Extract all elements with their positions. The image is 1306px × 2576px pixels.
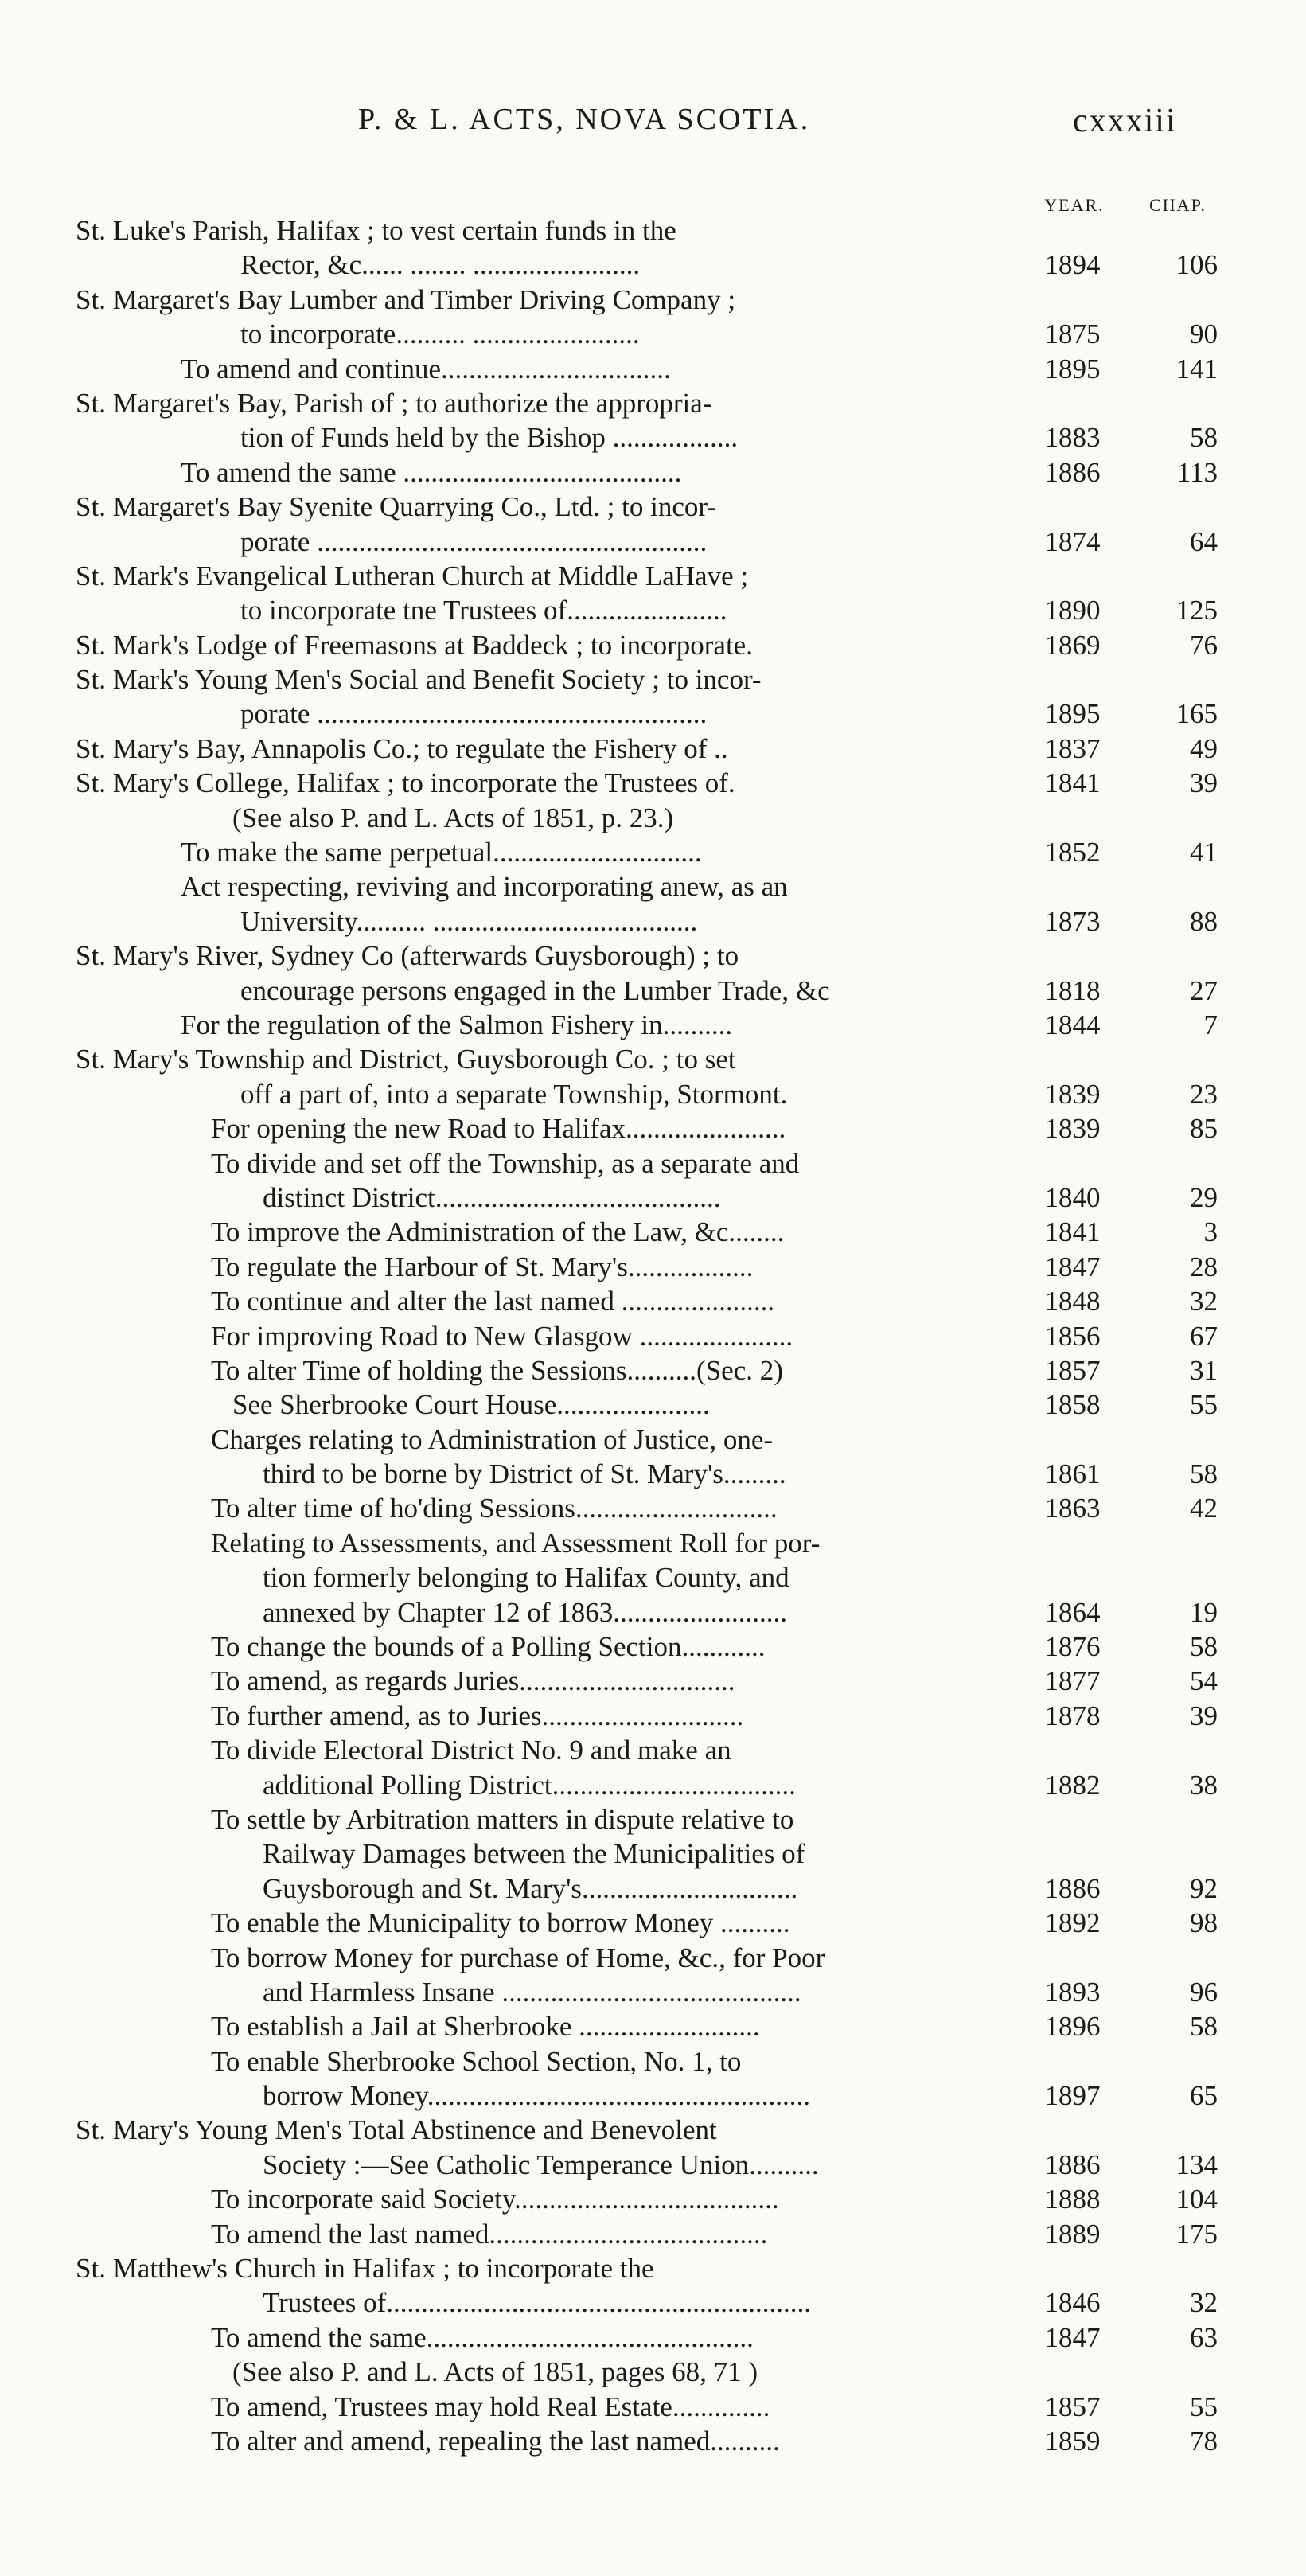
entry-year: 1858 [1044,1389,1101,1421]
entry-text: To make the same perpetual.............................. [181,837,702,868]
entry-chapter: 19 [1190,1596,1218,1628]
entry-text: St. Mary's Young Men's Total Abstinence and Benevolent [76,2114,717,2146]
index-entry [0,1630,1306,1664]
entry-chapter: 175 [1175,2218,1218,2250]
entry-text: Railway Damages between the Municipalities of [263,1838,805,1870]
entry-text: To alter Time of holding the Sessions..........(Sec. 2) [211,1354,783,1386]
entry-year: 1897 [1044,2080,1101,2112]
entry-text: Guysborough and St. Mary's............................... [263,1872,798,1904]
entry-chapter: 3 [1203,1216,1218,1248]
entry-text: distinct District......................................... [263,1181,721,1213]
index-entry [0,1353,1306,1388]
entry-text: To amend, Trustees may hold Real Estate.............. [211,2391,770,2422]
entry-year: 1857 [1044,2391,1101,2422]
entry-year: 1894 [1044,249,1101,281]
index-entry [0,2355,1306,2389]
index-entries [0,213,1306,2458]
entry-chapter: 39 [1190,767,1218,799]
entry-year: 1837 [1044,732,1101,764]
entry-text: (See also P. and L. Acts of 1851, p. 23.) [232,802,674,833]
entry-chapter: 29 [1190,1181,1218,1213]
entry-text: St. Mary's Bay, Annapolis Co.; to regulate the Fishery of .. [76,732,728,764]
entry-chapter: 92 [1190,1872,1218,1904]
entry-chapter: 165 [1175,698,1218,730]
index-entry [0,525,1306,559]
entry-text: To divide and set off the Township, as a separate and [211,1147,800,1179]
entry-chapter: 49 [1190,732,1218,764]
index-entry [0,1284,1306,1318]
entry-chapter: 106 [1175,249,1218,281]
entry-text: To amend the same ........................................ [181,456,682,488]
entry-chapter: 76 [1190,629,1218,661]
page-header [0,102,1306,150]
entry-year: 1882 [1044,1769,1101,1801]
index-entry [0,213,1306,248]
index-entry [0,1111,1306,1146]
entry-year: 1864 [1044,1596,1101,1628]
index-entry [0,2320,1306,2355]
entry-text: (See also P. and L. Acts of 1851, pages 68, 71 ) [232,2356,758,2388]
index-entry [0,593,1306,627]
entry-text: To divide Electoral District No. 9 and make an [211,1735,731,1766]
entry-year: 1875 [1044,318,1101,350]
entry-year: 1841 [1044,767,1101,799]
entry-text: To alter and amend, repealing the last named.......... [211,2426,780,2457]
index-entry [0,2113,1306,2147]
entry-year: 1839 [1044,1078,1101,1110]
entry-text: St. Luke's Parish, Halifax ; to vest certain funds in the [76,215,676,246]
entry-year: 1873 [1044,905,1101,937]
entry-chapter: 28 [1190,1251,1218,1282]
index-entry [0,1975,1306,2009]
entry-year: 1863 [1044,1493,1101,1524]
index-entry [0,1595,1306,1630]
entry-year: 1874 [1044,525,1101,557]
entry-text: St. Mary's River, Sydney Co (afterwards Guysborough) ; to [76,940,739,972]
index-entry [0,869,1306,904]
entry-text: tion of Funds held by the Bishop .................. [240,422,739,454]
entry-year: 1839 [1044,1113,1101,1145]
index-entry [0,2390,1306,2424]
index-entry [0,1699,1306,1733]
entry-year: 1869 [1044,629,1101,661]
entry-text: To amend the last named........................................ [211,2218,768,2250]
index-entry [0,2285,1306,2320]
entry-chapter: 90 [1190,318,1218,350]
entry-text: St. Mary's College, Halifax ; to incorporate the Trustees of. [76,767,735,799]
entry-text: To settle by Arbitration matters in dispute relative to [211,1803,794,1835]
entry-text: To change the bounds of a Polling Section............ [211,1631,766,1663]
entry-year: 1895 [1044,353,1101,384]
index-entry [0,732,1306,766]
index-entry [0,420,1306,455]
index-entry [0,1181,1306,1215]
index-entry [0,1526,1306,1560]
entry-text: To enable the Municipality to borrow Money .......... [211,1907,790,1939]
index-entry [0,1457,1306,1491]
index-entry [0,801,1306,835]
index-entry [0,1423,1306,1457]
entry-chapter: 32 [1190,2287,1218,2319]
running-title: P. & L. ACTS, NOVA SCOTIA. [358,103,811,136]
entry-text: porate ........................................................ [240,698,708,730]
entry-text: additional Polling District................................... [263,1769,796,1801]
entry-chapter: 54 [1190,1665,1218,1697]
entry-text: St. Mark's Young Men's Social and Benefit Society ; to incor- [76,664,762,696]
entry-year: 1892 [1044,1907,1101,1939]
index-entry [0,628,1306,662]
entry-text: encourage persons engaged in the Lumber Trade, &c [240,974,830,1006]
entry-chapter: 104 [1175,2184,1218,2215]
entry-year: 1857 [1044,1354,1101,1386]
entry-text: porate ........................................................ [240,525,708,557]
index-entry [0,697,1306,731]
index-entry [0,1906,1306,1940]
entry-chapter: 32 [1190,1286,1218,1317]
entry-year: 1886 [1044,456,1101,488]
entry-year: 1896 [1044,2011,1101,2043]
index-entry [0,1768,1306,1802]
entry-year: 1890 [1044,595,1101,626]
index-entry [0,559,1306,593]
entry-chapter: 58 [1190,1631,1218,1663]
entry-chapter: 42 [1190,1493,1218,1524]
entry-text: To amend and continue................................. [181,353,671,384]
page-number: cxxxiii [1073,103,1177,139]
entry-chapter: 88 [1190,905,1218,937]
index-entry [0,1008,1306,1042]
index-entry [0,1872,1306,1906]
entry-text: To enable Sherbrooke School Section, No. 1, to [211,2045,742,2077]
index-entry [0,455,1306,490]
entry-text: For opening the new Road to Halifax....................... [211,1113,786,1145]
index-entry [0,283,1306,317]
index-entry [0,317,1306,351]
entry-text: and Harmless Insane ........................................... [263,1976,801,2008]
entry-year: 1818 [1044,974,1101,1006]
entry-chapter: 27 [1190,974,1218,1006]
entry-text: St. Margaret's Bay, Parish of ; to authorize the appropria- [76,387,712,419]
entry-chapter: 64 [1190,525,1218,557]
index-entry [0,1042,1306,1076]
index-entry [0,386,1306,420]
entry-text: To incorporate said Society...................................... [211,2184,779,2215]
entry-chapter: 31 [1190,1354,1218,1386]
entry-text: To alter time of ho'ding Sessions............................. [211,1493,778,1524]
index-entry [0,2009,1306,2043]
index-entry [0,1802,1306,1836]
index-entry [0,2148,1306,2182]
entry-chapter: 38 [1190,1769,1218,1801]
index-entry [0,2424,1306,2458]
entry-chapter: 85 [1190,1113,1218,1145]
entry-year: 1846 [1044,2287,1101,2319]
entry-text: St. Margaret's Bay Lumber and Timber Driving Company ; [76,283,736,315]
entry-chapter: 78 [1190,2426,1218,2457]
entry-chapter: 7 [1203,1009,1218,1040]
entry-text: Act respecting, reviving and incorporating anew, as an [181,871,788,903]
index-entry [0,1319,1306,1353]
entry-chapter: 58 [1190,2011,1218,2043]
entry-chapter: 23 [1190,1078,1218,1110]
entry-year: 1886 [1044,2149,1101,2180]
entry-year: 1861 [1044,1458,1101,1490]
index-entry [0,1077,1306,1111]
entry-year: 1859 [1044,2426,1101,2457]
index-entry [0,904,1306,939]
entry-text: University.......... ...................................... [240,905,698,937]
year-column-header: YEAR. [1044,195,1105,215]
index-entry [0,766,1306,800]
entry-text: To continue and alter the last named ...................... [211,1286,775,1317]
entry-text: For improving Road to New Glasgow ...................... [211,1320,793,1352]
entry-chapter: 58 [1190,1458,1218,1490]
entry-chapter: 134 [1175,2149,1218,2180]
entry-text: Trustees of............................................................. [263,2287,811,2319]
index-entry [0,2044,1306,2078]
index-entry [0,1146,1306,1181]
index-entry [0,2251,1306,2285]
entry-text: To amend the same............................................... [211,2321,754,2353]
entry-year: 1895 [1044,698,1101,730]
entry-text: Rector, &c...... ........ ........................ [240,249,641,281]
index-entry [0,2078,1306,2113]
index-entry [0,974,1306,1008]
entry-year: 1886 [1044,1872,1101,1904]
index-entry [0,1250,1306,1284]
entry-year: 1877 [1044,1665,1101,1697]
entry-chapter: 41 [1190,837,1218,868]
index-entry [0,1560,1306,1594]
entry-text: to incorporate tne Trustees of....................... [240,595,727,626]
entry-chapter: 63 [1190,2321,1218,2353]
entry-text: St. Mark's Evangelical Lutheran Church at Middle LaHave ; [76,560,749,591]
index-entry [0,1836,1306,1871]
index-entry [0,1215,1306,1249]
entry-text: St. Matthew's Church in Halifax ; to incorporate the [76,2253,654,2285]
entry-chapter: 113 [1176,456,1218,488]
entry-year: 1848 [1044,1286,1101,1317]
entry-text: borrow Money....................................................... [263,2080,810,2112]
entry-chapter: 58 [1190,422,1218,454]
entry-year: 1856 [1044,1320,1101,1352]
index-entry [0,1733,1306,1767]
entry-year: 1844 [1044,1009,1101,1040]
index-entry [0,939,1306,973]
entry-year: 1840 [1044,1181,1101,1213]
index-entry [0,248,1306,282]
entry-text: annexed by Chapter 12 of 1863......................... [263,1596,788,1628]
entry-text: St. Margaret's Bay Syenite Quarrying Co., Ltd. ; to incor- [76,491,716,523]
entry-year: 1852 [1044,837,1101,868]
entry-year: 1878 [1044,1700,1101,1731]
index-entry [0,1388,1306,1422]
index-entry [0,2217,1306,2251]
index-entry [0,662,1306,697]
entry-text: off a part of, into a separate Township, Stormont. [240,1078,788,1110]
entry-chapter: 55 [1190,1389,1218,1421]
entry-year: 1888 [1044,2184,1101,2215]
entry-text: See Sherbrooke Court House...................... [232,1389,710,1421]
entry-text: For the regulation of the Salmon Fishery in.......... [181,1009,733,1040]
entry-text: tion formerly belonging to Halifax County, and [263,1562,789,1594]
entry-year: 1889 [1044,2218,1101,2250]
index-entry [0,490,1306,524]
entry-chapter: 141 [1175,353,1218,384]
entry-text: third to be borne by District of St. Mary's......... [263,1458,786,1490]
entry-chapter: 39 [1190,1700,1218,1731]
entry-text: To regulate the Harbour of St. Mary's.................. [211,1251,754,1282]
entry-chapter: 98 [1190,1907,1218,1939]
index-entry [0,352,1306,386]
entry-chapter: 96 [1190,1976,1218,2008]
entry-year: 1841 [1044,1216,1101,1248]
index-entry [0,2182,1306,2216]
entry-text: Charges relating to Administration of Justice, one- [211,1423,774,1455]
entry-year: 1893 [1044,1976,1101,2008]
entry-text: Relating to Assessments, and Assessment Roll for por- [211,1527,821,1559]
entry-year: 1847 [1044,2321,1101,2353]
entry-year: 1847 [1044,1251,1101,1282]
entry-text: To borrow Money for purchase of Home, &c., for Poor [211,1942,825,1973]
entry-chapter: 125 [1175,595,1218,626]
entry-chapter: 67 [1190,1320,1218,1352]
index-entry [0,1664,1306,1698]
entry-text: To amend, as regards Juries............................... [211,1665,735,1697]
entry-text: To establish a Jail at Sherbrooke .......................... [211,2011,760,2043]
entry-text: Society :—See Catholic Temperance Union.......... [263,2149,819,2180]
index-entry [0,835,1306,869]
entry-text: to incorporate.......... ........................ [240,318,640,350]
entry-chapter: 55 [1190,2391,1218,2422]
index-entry [0,1941,1306,1975]
entry-text: St. Mary's Township and District, Guysborough Co. ; to set [76,1044,736,1075]
chapter-column-header: CHAP. [1149,195,1207,215]
index-entry [0,1491,1306,1525]
entry-text: To improve the Administration of the Law, &c........ [211,1216,785,1248]
entry-chapter: 65 [1190,2080,1218,2112]
entry-text: To further amend, as to Juries............................. [211,1700,744,1731]
entry-text: St. Mark's Lodge of Freemasons at Baddeck ; to incorporate. [76,629,753,661]
entry-year: 1883 [1044,422,1101,454]
entry-year: 1876 [1044,1631,1101,1663]
